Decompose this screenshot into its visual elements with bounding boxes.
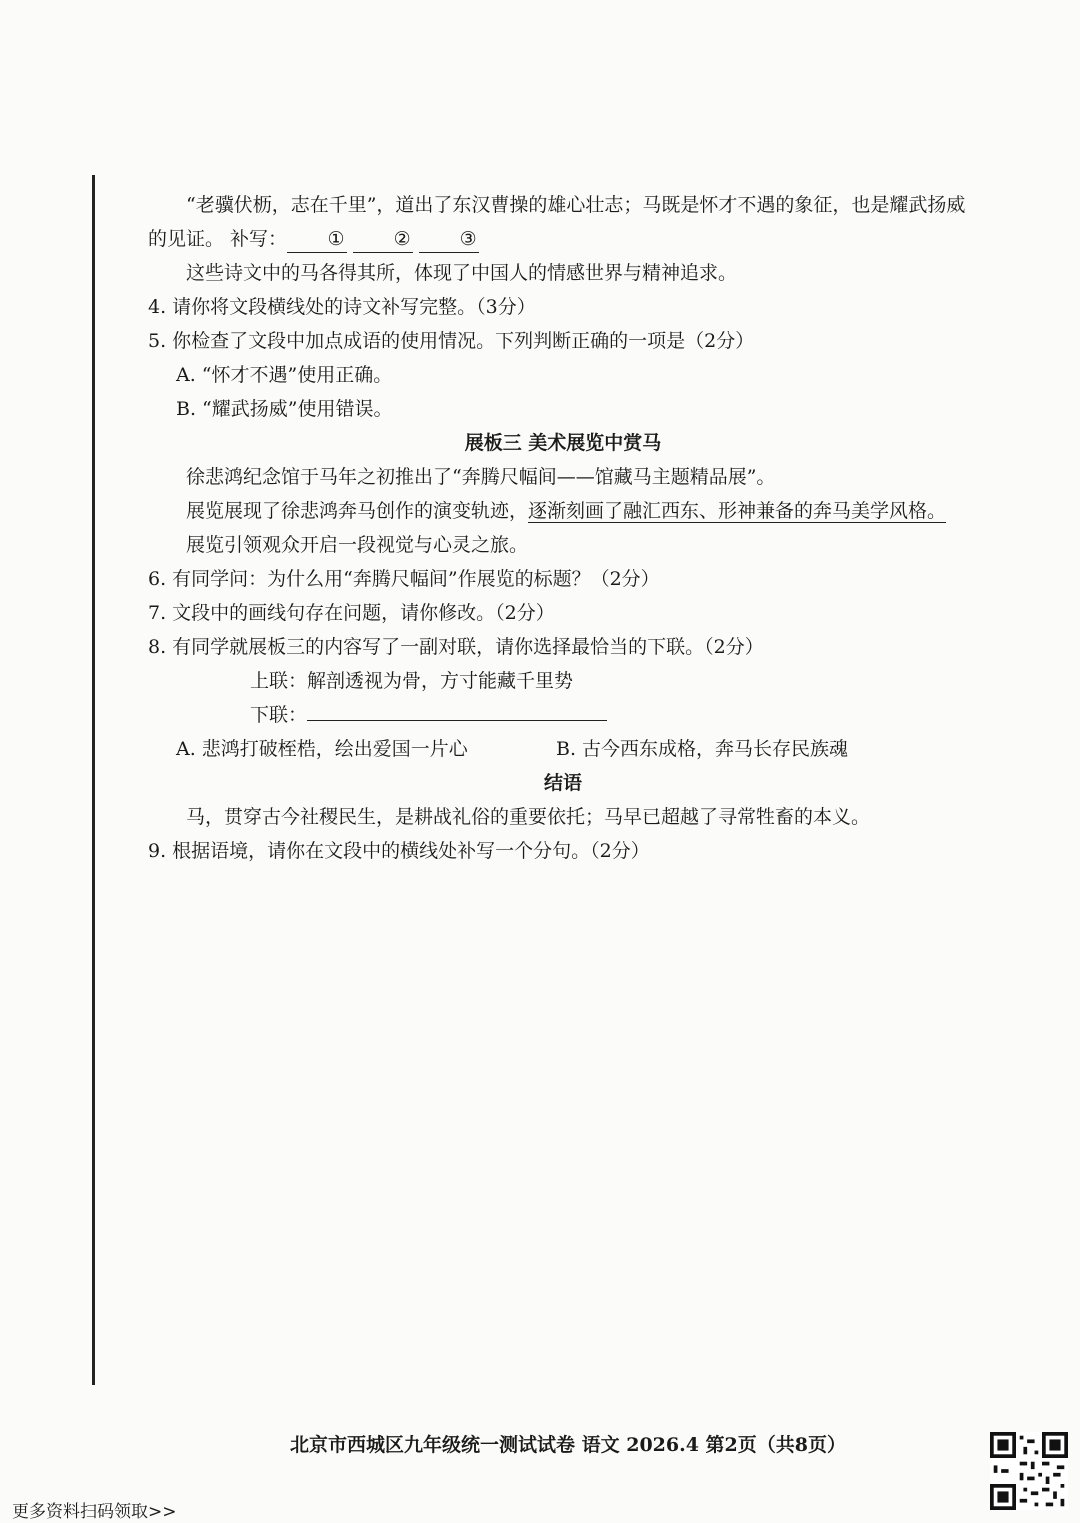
question-9: 9. 根据语境，请你在文段中的横线处补写一个分句。（2分）	[148, 840, 650, 862]
question-5: 5. 你检查了文段中加点成语的使用情况。下列判断正确的一项是（2分）	[148, 330, 755, 352]
margin-line	[92, 175, 95, 1385]
couplet-lower: 下联：	[148, 698, 978, 732]
page-footer: 北京市西城区九年级统一测试试卷 语文 2026.4 第2页（共8页）	[290, 1434, 847, 1456]
q5-option-a: A. “怀才不遇”使用正确。	[176, 364, 393, 386]
lead-paragraph: “老骥伏枥，志在千里”，道出了东汉曹操的雄心壮志；马既是怀才不遇的象征，也是耀武扬威的见证。 补写： ① ② ③	[148, 188, 978, 256]
couplet-upper: 上联：解剖透视为骨，方寸能藏千里势	[250, 670, 574, 692]
qr-code-icon[interactable]	[990, 1432, 1068, 1510]
promo-text[interactable]: 更多资料扫码领取>>	[12, 1502, 177, 1522]
blank-3[interactable]: ③	[419, 226, 479, 253]
q8-option-b: B. 古今西东成格，奔马长存民族魂	[556, 738, 849, 760]
couplet-lower-blank[interactable]	[307, 720, 607, 721]
underlined-sentence: 逐渐刻画了融汇西东、形神兼备的奔马美学风格。	[528, 500, 947, 522]
question-4: 4. 请你将文段横线处的诗文补写完整。（3分）	[148, 296, 536, 318]
q8-options-row-1	[148, 732, 978, 766]
blank-2[interactable]: ②	[353, 226, 413, 253]
q5-option-b: B. “耀武扬威”使用错误。	[176, 398, 393, 420]
question-6: 6. 有同学问：为什么用“奔腾尺幅间”作展览的标题？（2分）	[148, 568, 660, 590]
question-7: 7. 文段中的画线句存在问题，请你修改。（2分）	[148, 602, 555, 624]
conclusion-paragraph: 马，贯穿古今社稷民生，是耕战礼俗的重要依托；马早已超越了寻常牲畜的本义。	[186, 806, 871, 828]
question-8: 8. 有同学就展板三的内容写了一副对联，请你选择最恰当的下联。（2分）	[148, 636, 764, 658]
section3-para1: 徐悲鸿纪念馆于马年之初推出了“奔腾尺幅间——馆藏马主题精品展”。	[186, 466, 776, 488]
section3-para2: 展览展现了徐悲鸿奔马创作的演变轨迹，逐渐刻画了融汇西东、形神兼备的奔马美学风格。	[186, 500, 947, 522]
section3-title: 展板三 美术展览中赏马	[464, 432, 662, 454]
q8-option-a: A. 悲鸿打破桎梏，绘出爱国一片心	[176, 738, 468, 760]
blank-1[interactable]: ①	[287, 226, 347, 253]
closing-paragraph: 这些诗文中的马各得其所，体现了中国人的情感世界与精神追求。	[186, 262, 738, 284]
exam-page	[148, 188, 978, 868]
section3-para3: 展览引领观众开启一段视觉与心灵之旅。	[186, 534, 529, 556]
conclusion-title: 结语	[543, 772, 582, 794]
